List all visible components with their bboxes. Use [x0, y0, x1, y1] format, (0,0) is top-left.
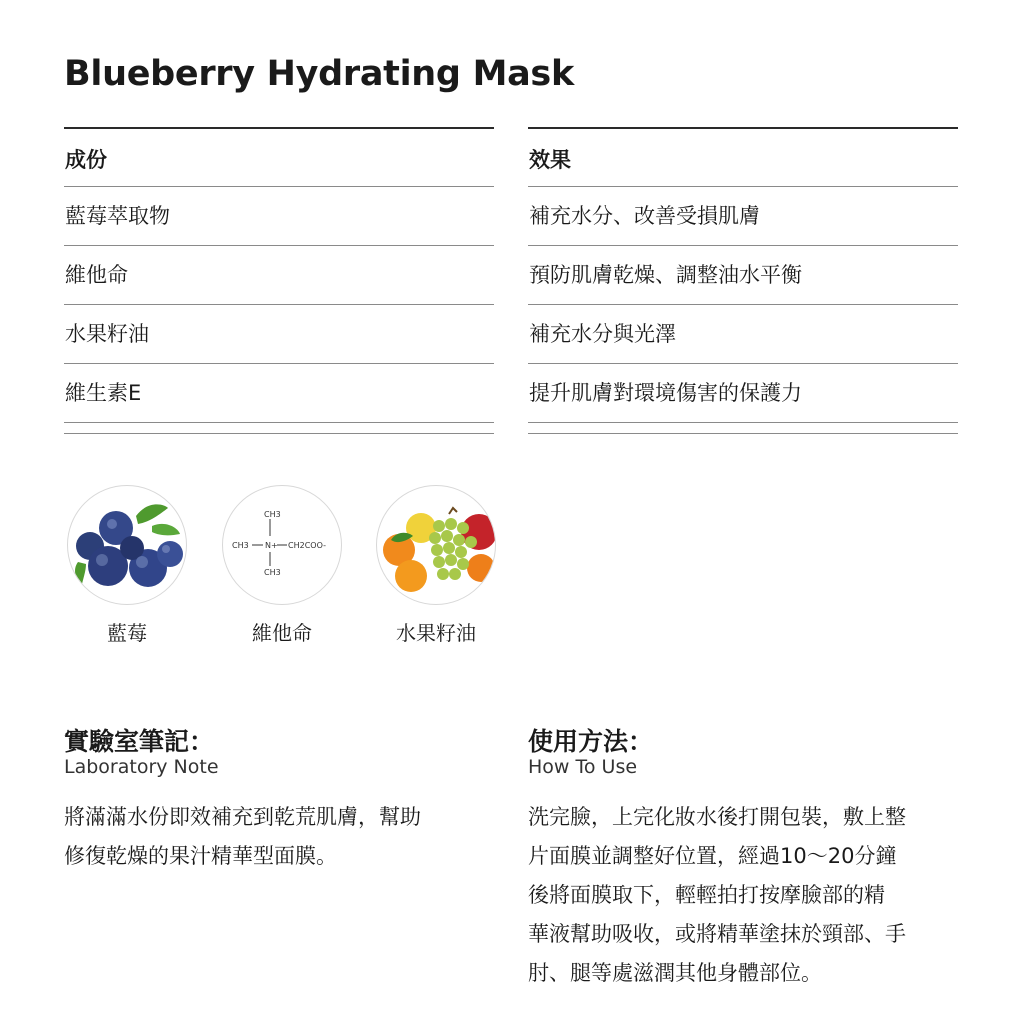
text-line: 洗完臉，上完化妝水後打開包裝，敷上整 [528, 805, 906, 829]
blueberry-icon [67, 485, 187, 605]
ingredients-header: 成份 [64, 129, 494, 187]
ingredient-row: 水果籽油 [64, 305, 494, 364]
how-to-use-subtitle: How To Use [528, 756, 638, 778]
divider [528, 423, 958, 434]
formula-top: CH3 [264, 510, 281, 519]
ingredient-label: 水果籽油 [396, 621, 476, 645]
lab-note-title: 實驗室筆記： [64, 727, 215, 756]
ingredients-table [64, 127, 494, 434]
ingredient-card-blueberry [67, 485, 187, 646]
text-line: 肘、腿等處滋潤其他身體部位。 [528, 961, 822, 985]
ingredient-row: 維他命 [64, 246, 494, 305]
effect-row: 提升肌膚對環境傷害的保護力 [528, 364, 958, 423]
chemical-structure-icon [222, 485, 342, 605]
text-line: 修復乾燥的果汁精華型面膜。 [64, 844, 337, 868]
effect-row: 補充水分、改善受損肌膚 [528, 187, 958, 246]
lab-note-text [64, 798, 421, 876]
text-line: 將滿滿水份即效補充到乾荒肌膚，幫助 [64, 805, 421, 829]
text-line: 後將面膜取下，輕輕拍打按摩臉部的精 [528, 883, 885, 907]
ingredient-row: 維生素E [64, 364, 494, 423]
how-to-use-text [528, 798, 906, 993]
formula-right: CH2COO- [288, 541, 326, 550]
ingredient-card-fruits [376, 485, 496, 646]
formula-center: N+ [265, 541, 278, 550]
ingredient-label: 維他命 [252, 621, 312, 645]
divider [64, 423, 494, 434]
ingredient-row: 藍莓萃取物 [64, 187, 494, 246]
effect-row: 預防肌膚乾燥、調整油水平衡 [528, 246, 958, 305]
ingredient-label: 藍莓 [107, 621, 147, 645]
how-to-use-title: 使用方法： [528, 727, 654, 756]
text-line: 片面膜並調整好位置，經過10～20分鐘 [528, 844, 897, 868]
text-line: 華液幫助吸收，或將精華塗抹於頸部、手 [528, 922, 906, 946]
effects-table [528, 127, 958, 434]
effect-row: 補充水分與光澤 [528, 305, 958, 364]
lab-note-subtitle: Laboratory Note [64, 756, 219, 778]
formula-bottom: CH3 [264, 568, 281, 577]
ingredient-card-vitamin [222, 485, 342, 646]
formula-left: CH3 [232, 541, 249, 550]
page-title: Blueberry Hydrating Mask [64, 54, 574, 94]
fruits-icon [376, 485, 496, 605]
effects-header: 效果 [528, 129, 958, 187]
